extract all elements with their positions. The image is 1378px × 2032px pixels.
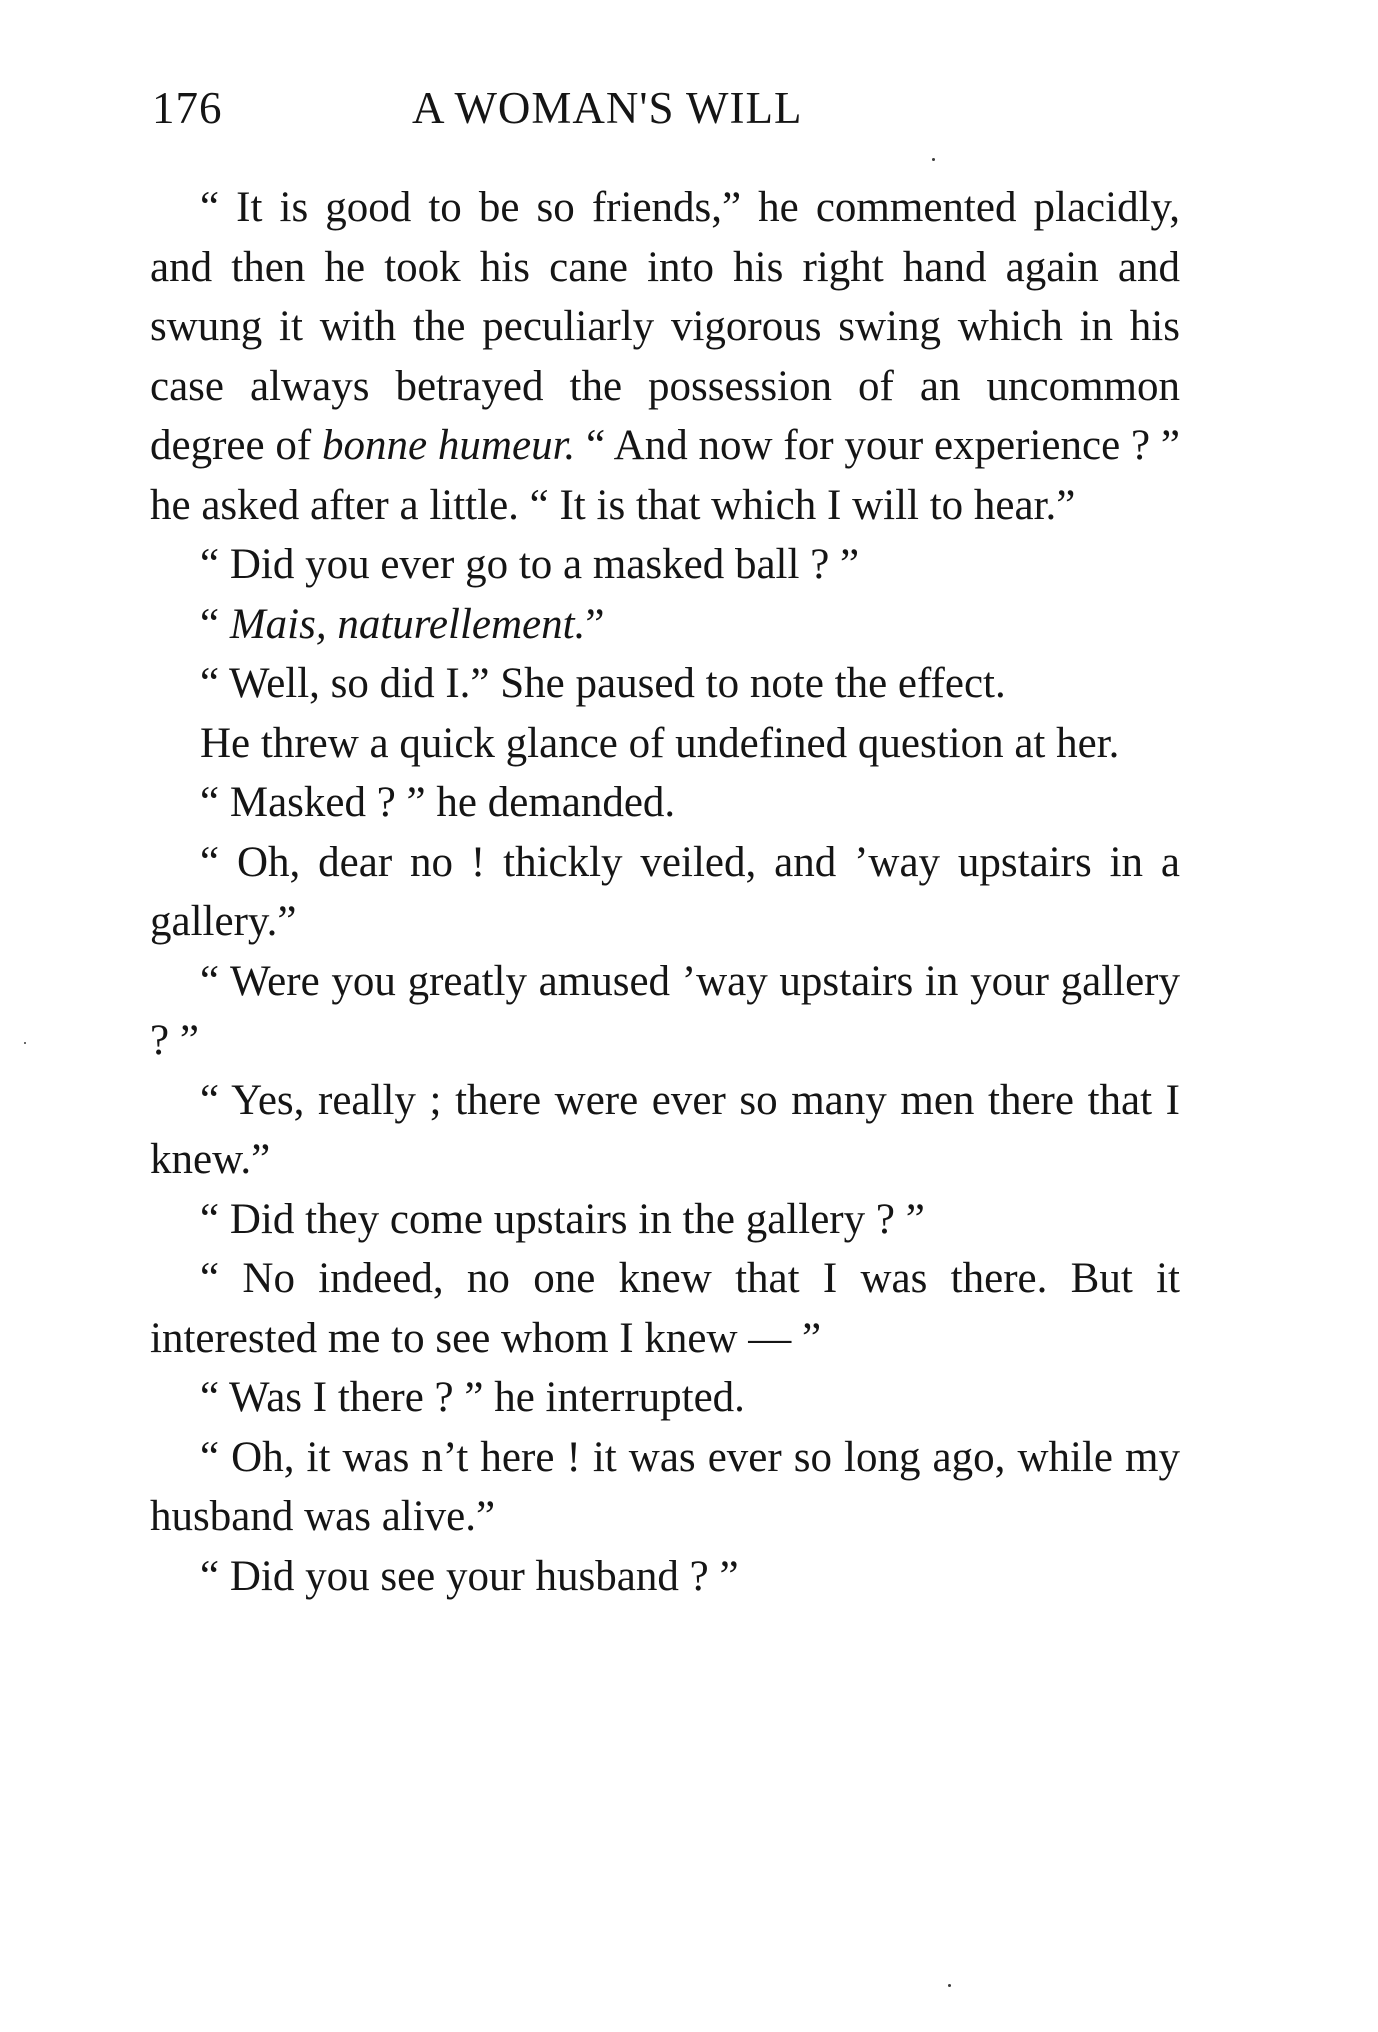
paragraph-14: “ Did you see your husband ? ” (200, 1552, 739, 1600)
paragraph-10: “ Did they come upstairs in the gallery ? ” (200, 1195, 925, 1243)
paragraph-3-close-quote: ” (585, 600, 605, 648)
paragraph-1-italic-phrase: bonne humeur. (322, 422, 576, 469)
paragraph-6: “ Masked ? ” he demanded. (200, 779, 676, 826)
body-text (150, 178, 1180, 1606)
paragraph-13: “ Oh, it was n’t here ! it was ever so long ago, while my husband was alive.” (150, 1433, 1180, 1540)
paragraph-3-italic-phrase: Mais, naturellement. (229, 600, 586, 648)
paragraph-1 (150, 178, 1180, 535)
paragraph-3 (150, 595, 1180, 655)
print-speck (932, 158, 935, 161)
paragraph-4: “ Well, so did I.” She paused to note the effect. (200, 660, 1006, 707)
running-title: A WOMAN'S WILL (412, 83, 803, 133)
paragraph-8: “ Were you greatly amused ’way upstairs in your gallery ? ” (150, 957, 1180, 1064)
paragraph-9: “ Yes, really ; there were ever so many men there that I knew.” (150, 1076, 1180, 1183)
print-speck (948, 1984, 951, 1987)
paragraph-7: “ Oh, dear no ! thickly veiled, and ’way upstairs in a gallery.” (150, 838, 1180, 945)
paragraph-1-text: “ It is good to be so friends,” he commented placidly, and then he took his cane into his right hand again and swung it with the peculiarly vigorous swing which in his case always betrayed the possession of an uncommon degree of (150, 184, 1180, 469)
paragraph-1-text-end: “ And now for your experience ? ” he asked after a little. “ It is that which I will to hear.” (150, 422, 1180, 529)
paragraph-3-open-quote: “ (200, 600, 230, 648)
paragraph-12: “ Was I there ? ” he interrupted. (200, 1374, 745, 1421)
running-head (152, 78, 1172, 138)
paragraph-2: “ Did you ever go to a masked ball ? ” (200, 541, 860, 588)
page-number: 176 (152, 83, 223, 133)
print-speck (24, 1042, 26, 1044)
paragraph-11: “ No indeed, no one knew that I was there. But it interested me to see whom I knew — ” (150, 1255, 1180, 1362)
paragraph-5: He threw a quick glance of undefined question at her. (200, 719, 1120, 767)
